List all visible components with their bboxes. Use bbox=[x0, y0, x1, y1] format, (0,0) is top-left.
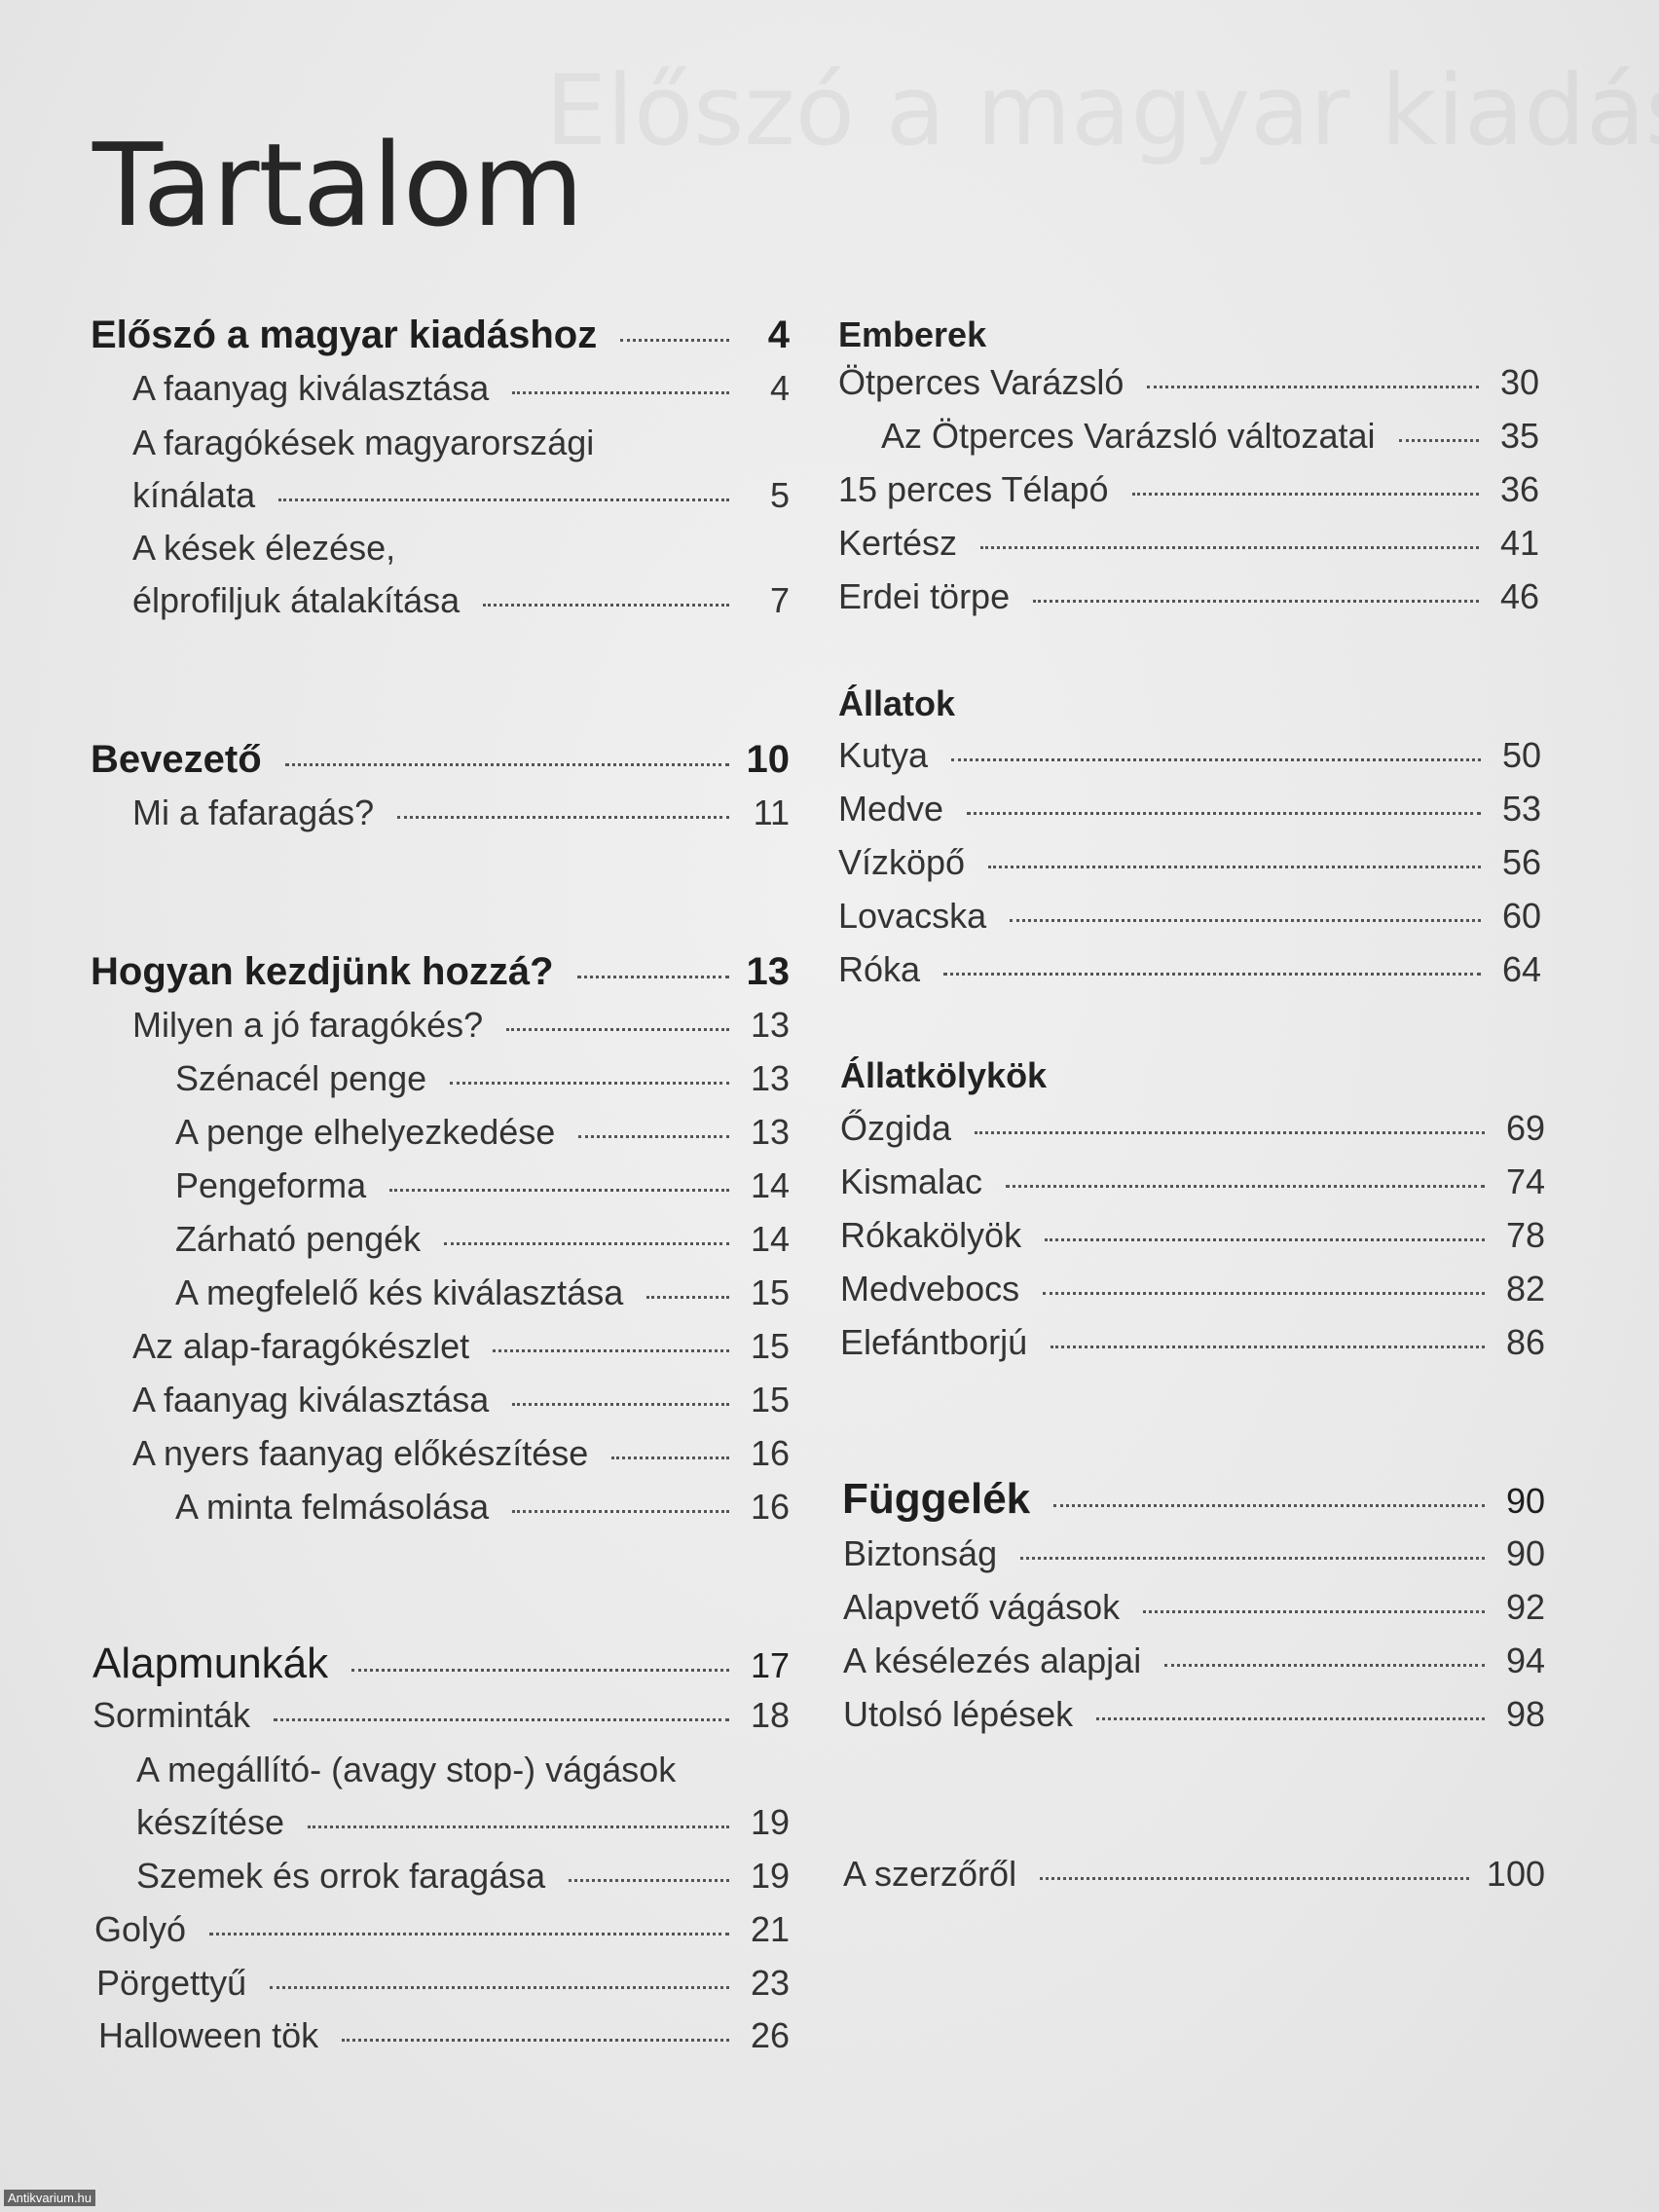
dot-leader bbox=[1399, 439, 1479, 442]
toc-entry-title: Az alap-faragókészlet bbox=[132, 1326, 470, 1366]
toc-page-number: 23 bbox=[750, 1963, 790, 2003]
toc-entry-foreword[interactable] bbox=[91, 313, 790, 362]
toc-entry[interactable] bbox=[838, 523, 1539, 571]
toc-page-number: 98 bbox=[1505, 1694, 1545, 1734]
toc-entry-title: Biztonság bbox=[843, 1533, 998, 1573]
toc-entry-title: Halloween tök bbox=[98, 2015, 319, 2055]
dot-leader bbox=[512, 1403, 729, 1406]
toc-page-number: 86 bbox=[1505, 1322, 1545, 1362]
dot-leader bbox=[569, 1879, 729, 1882]
toc-entry-title: Kutya bbox=[838, 735, 929, 775]
toc-entry-title: Elefántborjú bbox=[840, 1322, 1028, 1362]
toc-entry[interactable] bbox=[175, 1487, 790, 1535]
toc-entry-title-line1[interactable]: A megállító- (avagy stop-) vágások bbox=[136, 1750, 677, 1789]
toc-entry-title: Medvebocs bbox=[840, 1269, 1020, 1309]
dot-leader bbox=[342, 2039, 729, 2042]
toc-entry-title-line1[interactable]: A kések élezése, bbox=[132, 528, 396, 568]
toc-entry-title: Lovacska bbox=[838, 896, 987, 936]
ghost-heading-bleed bbox=[545, 54, 1659, 167]
dot-leader bbox=[1043, 1292, 1485, 1295]
toc-group-young-animals: Állatkölykök bbox=[840, 1055, 1048, 1095]
dot-leader bbox=[1006, 1185, 1485, 1188]
toc-entry-title: 15 perces Télapó bbox=[838, 469, 1109, 509]
toc-page-number: 30 bbox=[1499, 362, 1539, 402]
toc-entry[interactable] bbox=[175, 1112, 790, 1161]
toc-entry[interactable] bbox=[838, 896, 1541, 944]
toc-entry[interactable] bbox=[132, 1326, 790, 1375]
toc-entry-title: Vízköpő bbox=[838, 842, 966, 882]
toc-page-number: 13 bbox=[746, 950, 790, 993]
toc-entry-title: Zárható pengék bbox=[175, 1219, 422, 1259]
toc-page-number: 15 bbox=[750, 1380, 790, 1419]
toc-entry-title: Medve bbox=[838, 789, 944, 829]
toc-page-number: 94 bbox=[1505, 1641, 1545, 1680]
toc-page-number: 56 bbox=[1501, 842, 1541, 882]
toc-entry-title: Rókakölyök bbox=[840, 1215, 1022, 1255]
toc-page-number: 26 bbox=[750, 2015, 790, 2055]
toc-entry-title: Ötperces Varázsló bbox=[838, 362, 1124, 402]
toc-entry-title: készítése bbox=[136, 1802, 285, 1842]
toc-entry-title: Hogyan kezdjünk hozzá? bbox=[91, 950, 554, 993]
dot-leader bbox=[270, 1986, 729, 1989]
toc-page-number: 90 bbox=[1505, 1481, 1545, 1521]
toc-page-number: 92 bbox=[1505, 1587, 1545, 1627]
dot-leader bbox=[493, 1349, 729, 1352]
toc-entry-title: Róka bbox=[838, 949, 921, 989]
toc-entry-title: Kertész bbox=[838, 523, 958, 563]
dot-leader bbox=[1045, 1238, 1485, 1241]
toc-entry-title: A faanyag kiválasztása bbox=[132, 1380, 490, 1419]
dot-leader bbox=[611, 1456, 729, 1459]
toc-entry[interactable] bbox=[132, 475, 790, 524]
toc-entry[interactable] bbox=[132, 368, 790, 417]
dot-leader bbox=[943, 973, 1481, 976]
toc-entry-title: Sorminták bbox=[92, 1695, 251, 1735]
toc-page-number: 35 bbox=[1499, 416, 1539, 456]
toc-entry[interactable] bbox=[136, 1802, 790, 1851]
dot-leader bbox=[1143, 1610, 1485, 1613]
toc-page-number: 4 bbox=[769, 368, 790, 408]
toc-entry[interactable] bbox=[838, 576, 1539, 625]
dot-leader bbox=[951, 758, 1481, 761]
toc-entry-title: Mi a fafaragás? bbox=[132, 793, 375, 832]
toc-page-number: 14 bbox=[750, 1219, 790, 1259]
toc-page-number: 78 bbox=[1505, 1215, 1545, 1255]
toc-page-number: 19 bbox=[750, 1802, 790, 1842]
dot-leader bbox=[278, 498, 729, 501]
dot-leader bbox=[1020, 1557, 1485, 1560]
toc-entry[interactable] bbox=[838, 362, 1539, 411]
dot-leader bbox=[1147, 386, 1479, 388]
toc-entry[interactable] bbox=[838, 949, 1541, 998]
toc-entry-title: Utolsó lépések bbox=[843, 1694, 1074, 1734]
toc-page-number: 11 bbox=[753, 793, 790, 832]
toc-page-number: 100 bbox=[1486, 1854, 1545, 1894]
toc-page-number: 74 bbox=[1505, 1161, 1545, 1201]
toc-entry-title: Pengeforma bbox=[175, 1165, 367, 1205]
toc-entry[interactable] bbox=[838, 469, 1539, 518]
toc-page-number: 21 bbox=[750, 1909, 790, 1949]
toc-entry[interactable] bbox=[175, 1219, 790, 1268]
toc-entry-title: Erdei törpe bbox=[838, 576, 1011, 616]
toc-page-number: 14 bbox=[750, 1165, 790, 1205]
dot-leader bbox=[308, 1825, 729, 1828]
toc-entry-title: A nyers faanyag előkészítése bbox=[132, 1433, 589, 1473]
toc-entry[interactable] bbox=[136, 1856, 790, 1904]
dot-leader bbox=[351, 1669, 729, 1672]
toc-entry[interactable] bbox=[840, 1108, 1545, 1157]
toc-entry[interactable] bbox=[843, 1641, 1545, 1689]
dot-leader bbox=[1164, 1664, 1485, 1667]
dot-leader bbox=[988, 866, 1481, 868]
toc-entry[interactable] bbox=[132, 1380, 790, 1428]
toc-entry-title: kínálata bbox=[132, 475, 256, 515]
dot-leader bbox=[620, 339, 729, 342]
toc-entry-title: Előszó a magyar kiadáshoz bbox=[91, 313, 598, 356]
dot-leader bbox=[578, 1135, 729, 1138]
dot-leader bbox=[483, 604, 729, 607]
toc-page-number: 10 bbox=[746, 738, 790, 781]
toc-page-number: 13 bbox=[750, 1058, 790, 1098]
toc-page-number: 53 bbox=[1501, 789, 1541, 829]
toc-entry-title-line1[interactable]: A faragókések magyarországi bbox=[132, 423, 595, 462]
toc-page-number: 18 bbox=[750, 1695, 790, 1735]
toc-entry[interactable] bbox=[132, 1005, 790, 1053]
dot-leader bbox=[577, 976, 729, 978]
toc-entry[interactable] bbox=[94, 1909, 790, 1958]
toc-group-animals: Állatok bbox=[838, 683, 956, 723]
toc-entry-title: A penge elhelyezkedése bbox=[175, 1112, 556, 1152]
toc-entry-title: Golyó bbox=[94, 1909, 187, 1949]
toc-page-number: 19 bbox=[750, 1856, 790, 1896]
watermark: Antikvarium.hu bbox=[4, 2190, 95, 2206]
toc-entry[interactable] bbox=[132, 1433, 790, 1482]
toc-page-number: 7 bbox=[769, 580, 790, 620]
dot-leader bbox=[512, 391, 729, 394]
toc-entry-title: Szénacél penge bbox=[175, 1058, 427, 1098]
toc-page-number: 13 bbox=[750, 1112, 790, 1152]
toc-entry[interactable] bbox=[175, 1058, 790, 1107]
toc-entry[interactable] bbox=[840, 1322, 1545, 1371]
toc-entry-title: Őzgida bbox=[840, 1108, 952, 1148]
toc-page-number: 36 bbox=[1499, 469, 1539, 509]
toc-entry-title: Függelék bbox=[842, 1475, 1031, 1523]
toc-entry[interactable] bbox=[98, 2015, 790, 2064]
dot-leader bbox=[1033, 600, 1479, 603]
dot-leader bbox=[512, 1510, 729, 1513]
toc-entry-title: élprofiljuk átalakítása bbox=[132, 580, 461, 620]
toc-entry-title: Bevezető bbox=[91, 738, 262, 781]
toc-entry[interactable] bbox=[175, 1165, 790, 1214]
toc-entry-title: A faanyag kiválasztása bbox=[132, 368, 490, 408]
toc-entry-title: A megfelelő kés kiválasztása bbox=[175, 1272, 624, 1312]
dot-leader bbox=[397, 816, 729, 819]
toc-entry[interactable] bbox=[840, 1215, 1545, 1264]
dot-leader bbox=[389, 1189, 729, 1192]
dot-leader bbox=[274, 1718, 729, 1721]
toc-entry-title: A minta felmásolása bbox=[175, 1487, 490, 1527]
toc-entry-getting-started[interactable] bbox=[91, 950, 790, 999]
toc-entry[interactable] bbox=[132, 580, 790, 629]
toc-entry[interactable] bbox=[838, 789, 1541, 837]
toc-entry-title: Szemek és orrok faragása bbox=[136, 1856, 546, 1896]
dot-leader bbox=[1132, 493, 1479, 496]
toc-entry-title: Milyen a jó faragókés? bbox=[132, 1005, 484, 1045]
toc-page-number: 17 bbox=[750, 1645, 790, 1685]
toc-page-number: 16 bbox=[750, 1487, 790, 1527]
toc-page-number: 60 bbox=[1501, 896, 1541, 936]
toc-entry-title: Az Ötperces Varázsló változatai bbox=[881, 416, 1376, 456]
dot-leader bbox=[1051, 1346, 1485, 1348]
toc-entry-title: Alapmunkák bbox=[92, 1640, 329, 1687]
toc-page-number: 41 bbox=[1499, 523, 1539, 563]
toc-page-number: 15 bbox=[750, 1326, 790, 1366]
dot-leader bbox=[980, 546, 1479, 549]
toc-entry[interactable] bbox=[92, 1695, 790, 1744]
dot-leader bbox=[1040, 1877, 1469, 1880]
toc-page-number: 16 bbox=[750, 1433, 790, 1473]
toc-entry-title: Alapvető vágások bbox=[843, 1587, 1121, 1627]
toc-entry[interactable] bbox=[838, 735, 1541, 784]
dot-leader bbox=[646, 1296, 729, 1299]
toc-entry[interactable] bbox=[843, 1694, 1545, 1743]
toc-entry[interactable] bbox=[96, 1963, 790, 2011]
toc-page-number: 82 bbox=[1505, 1269, 1545, 1309]
toc-entry-title: A késélezés alapjai bbox=[843, 1641, 1142, 1680]
toc-entry[interactable] bbox=[840, 1161, 1545, 1210]
dot-leader bbox=[1053, 1504, 1485, 1507]
dot-leader bbox=[450, 1082, 729, 1085]
dot-leader bbox=[975, 1131, 1485, 1134]
toc-page-number: 69 bbox=[1505, 1108, 1545, 1148]
toc-entry-introduction[interactable] bbox=[91, 738, 790, 787]
toc-entry[interactable] bbox=[840, 1269, 1545, 1317]
toc-page-number: 50 bbox=[1501, 735, 1541, 775]
toc-entry[interactable] bbox=[881, 416, 1539, 464]
dot-leader bbox=[285, 763, 729, 766]
dot-leader bbox=[444, 1242, 729, 1245]
toc-entry[interactable] bbox=[175, 1272, 790, 1321]
toc-page-number: 13 bbox=[750, 1005, 790, 1045]
toc-entry-title: Pörgettyű bbox=[96, 1963, 247, 2003]
dot-leader bbox=[506, 1028, 729, 1031]
toc-page-number: 90 bbox=[1505, 1533, 1545, 1573]
toc-page-number: 64 bbox=[1501, 949, 1541, 989]
toc-page-number: 4 bbox=[767, 313, 790, 356]
toc-page-number: 46 bbox=[1499, 576, 1539, 616]
toc-entry[interactable] bbox=[132, 793, 790, 841]
toc-page-number: 15 bbox=[750, 1272, 790, 1312]
toc-entry[interactable] bbox=[838, 842, 1541, 891]
toc-entry-about-author[interactable] bbox=[843, 1854, 1545, 1902]
dot-leader bbox=[1096, 1717, 1485, 1720]
toc-entry-appendix[interactable] bbox=[842, 1475, 1545, 1524]
toc-entry[interactable] bbox=[843, 1587, 1545, 1636]
toc-entry[interactable] bbox=[843, 1533, 1545, 1582]
dot-leader bbox=[209, 1933, 729, 1936]
toc-entry-basics[interactable] bbox=[92, 1640, 790, 1688]
toc-page-number: 5 bbox=[769, 475, 790, 515]
toc-entry-title: A szerzőről bbox=[843, 1854, 1017, 1894]
dot-leader bbox=[967, 812, 1481, 815]
toc-group-people: Emberek bbox=[838, 314, 987, 354]
toc-entry-title: Kismalac bbox=[840, 1161, 983, 1201]
dot-leader bbox=[1010, 919, 1481, 922]
page-title: Tartalom bbox=[92, 118, 583, 253]
